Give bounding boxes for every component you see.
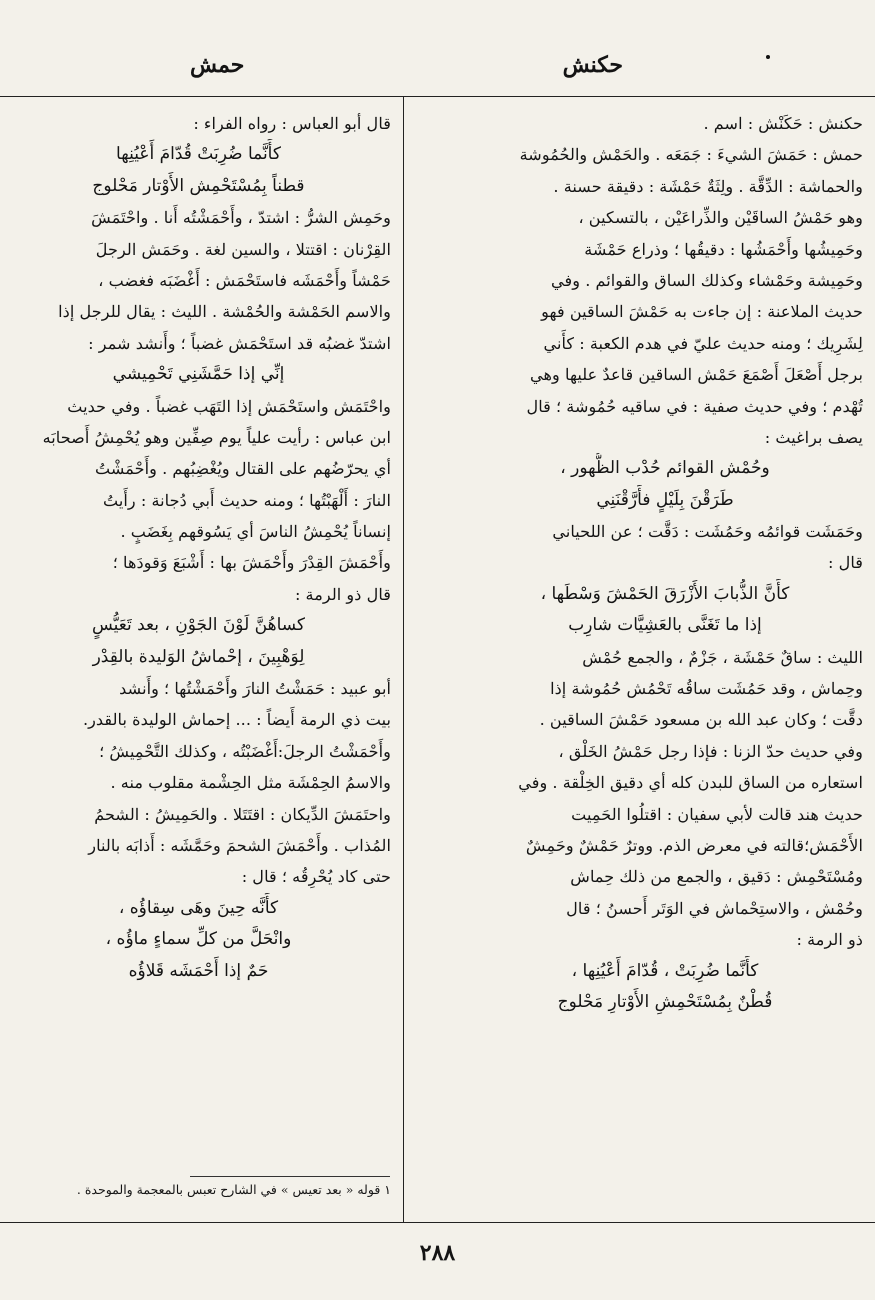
text-line: حديث الملاعنة : إن جاءت به حَمْشَ الساقين فهو — [541, 302, 863, 322]
text-line: قال ذو الرمة : — [294, 584, 391, 604]
text-line: وهو حَمْشُ الساقَيْن والذِّراعَيْن ، بالتسكين ، — [578, 208, 863, 228]
text-line: أبو عبيد : حَمَشْتُ النارَ وأَحْمَشْتُها ؛ وأَنشد — [119, 679, 391, 699]
verse-line: كأَنَّما ضُرِبَتْ ، قُدّامَ أَعْيُنِها ، — [571, 960, 759, 981]
text-line: قال : — [827, 553, 863, 573]
footer-rule — [0, 1222, 875, 1223]
text-line: الليث : ساقٌ حَمْشَة ، جَزْمٌ ، والجمع حُمْش — [582, 647, 863, 667]
right-column — [467, 108, 863, 1018]
header-right-word: حكنش — [562, 52, 623, 78]
text-line: ومُسْتَحْمِش : دَقيق ، والجمع من ذلك حِماش — [570, 867, 863, 887]
text-line: دقَّت ؛ وكان عبد الله بن مسعود حَمْشَ الساقين . — [539, 710, 863, 730]
text-line: وحَمِش الشرُّ : اشتدّ ، وأَحْمَشْتُه أَنا . واحْتَمَشَ — [91, 208, 391, 228]
footnote-rule — [190, 1176, 390, 1177]
verse-line: كأَنَّما ضُرِبَتْ قُدّامَ أَعْيُنِها — [116, 144, 281, 165]
footnote: ١ قوله « بعد تعيس » في الشارح تعبس بالمعجمة والموحدة . — [76, 1182, 391, 1197]
header-left-word: حمش — [190, 52, 245, 78]
text-line: وحُمْش ، والاستِحْماش في الوَتَر أَحسنُ ؛ قال — [566, 898, 863, 918]
text-line: أي يحرّضُهم على القتال ويُغْضِبُهم . وأَحْمَشْتُ — [94, 459, 391, 479]
text-line: الأَحْمَش؛قالته في معرض الذم. ووترٌ حَمْشٌ وحَمِشٌ — [525, 835, 863, 855]
text-line: حَمْشاً وأَحْمَشَه فاستَحْمَش : أَغْضَبَه فغضب ، — [98, 270, 391, 290]
text-line: استعاره من الساق للبدن كله أي دقيق الخِلْقة . وفي — [518, 773, 863, 793]
verse-line: طَرَقْنَ بِلَيْلٍ فأَرَّقْنَنِي — [596, 489, 734, 510]
verse-line: كساهُنَّ لَوْنَ الجَوْنِ ، بعد تَعَيُّسٍ — [91, 615, 306, 636]
verse-line: حَمٌ إذا أَحْمَشَه قَلاؤُه — [128, 960, 269, 981]
text-line: والاسم الحَمْشة والحُمْشة . الليث : يقال للرجل إذا — [58, 302, 391, 322]
text-line: وأَحْمَشْتُ الرجلَ:أَغْضَبْتُه ، وكذلك التَّحْمِيشُ ؛ — [99, 741, 391, 761]
verse-line: إذا ما تَغَنَّى بالعَشِيَّات شارِب — [568, 615, 762, 636]
verse-line: قُطْنٌ بِمُسْتَحْمِشِ الأَوْتارِ مَحْلوج — [557, 991, 773, 1012]
text-line: ابن عباس : رأيت علياً يوم صِفِّين وهو يُحْمِشُ أَصحابَه — [42, 427, 391, 447]
verse-line: إنِّي إذا حَمَّشَنِي تَحْمِيشي — [112, 364, 285, 385]
column-divider — [403, 97, 404, 1223]
text-line: القِرْنان : اقتتلا ، والسين لغة . وحَمَش الرجلَ — [95, 239, 391, 259]
text-line: وأَحْمَشَ القِدْرَ وأَحْمَشَ بها : أَشْبَعَ وَقودَها ؛ — [112, 553, 391, 573]
text-line: واحتَمَشَ الدِّيكان : اقتَتَلا . والحَمِيشُ : الشحمُ — [94, 804, 391, 824]
text-line: المُذاب . وأَحْمَشَ الشحمَ وحَمَّشَه : أَذابَه بالنار — [88, 835, 391, 855]
text-line: والاسمُ الحِمْشَة مثل الحِشْمة مقلوب منه . — [110, 773, 391, 793]
verse-line: قطناً بِمُسْتَحْمِش الأَوْتار مَحْلوج — [92, 175, 305, 196]
text-line: واحْتَمَش واستَحْمَش إذا التَهَب غضباً . وفي حديث — [67, 396, 391, 416]
text-line: وحَمِيشة وحَمْشاء وكذلك الساق والقوائم . وفي — [551, 270, 863, 290]
text-line: لِشَرِيك ؛ ومنه حديث عليّ في هدم الكعبة : كأَني — [543, 333, 863, 353]
text-line: حديث هند قالت لأبي سفيان : اقتلُوا الحَمِيت — [571, 804, 863, 824]
text-line: ذو الرمة : — [796, 930, 863, 950]
text-line: إنساناً يُحْمِشُ الناسَ أي يَسُوقهم بِغَضَبٍ . — [120, 522, 391, 542]
text-line: وحَمِيشُها وأَحْمَشُها : دقيقُها ؛ وذراع حَمْشَة — [584, 239, 863, 259]
verse-line: وحُمْش القوائم حُدْب الظُّهور ، — [560, 458, 770, 479]
verse-line: لِوَهْبِينَ ، إحْماشُ الوَليدة بالقِدْر — [92, 646, 305, 667]
text-line: برجل أَصْعَلَ أَصْمَعَ حَمْش الساقين قاعدٌ عليها وهي — [530, 365, 863, 385]
text-line: قال أبو العباس : رواه الفراء : — [193, 114, 391, 133]
verse-line: كأَنَّه حِينَ وهَى سِقاؤُه ، — [118, 897, 279, 918]
text-line: بيت ذي الرمة أَيضاً : ... إحماش الوليدة بالقدر. — [82, 710, 391, 730]
text-line: وحَمَشَت قوائمُه وحَمُشَت : دَقَّت ؛ عن اللحياني — [552, 522, 863, 542]
text-line: وفي حديث حدّ الزنا : فإذا رجل حَمْشُ الخَلْق ، — [558, 741, 863, 761]
text-line: اشتدّ غضبُه قد استَحْمَش غضباً ؛ وأَنشد شمر : — [88, 333, 391, 353]
verse-line: كأَنَّ الذُّبابَ الأَزْرَقَ الحَمْشَ وَسْطَها ، — [540, 583, 790, 604]
left-column — [6, 108, 391, 987]
text-line: حكنش : حَكَنْش : اسم . — [703, 114, 863, 133]
text-line: حتى كاد يُحْرِقُه ؛ قال : — [241, 867, 391, 887]
page-number: ٢٨٨ — [419, 1240, 456, 1266]
text-line: تُهْدم ؛ وفي حديث صفية : في ساقيه حُمُوشة ؛ قال — [526, 396, 863, 416]
ink-dot — [766, 55, 770, 59]
text-line: النارَ : أَلْهَبْتُها ؛ ومنه حديث أَبي دُجانة : رأَيتُ — [103, 490, 391, 510]
header-rule — [0, 96, 875, 97]
text-line: وحِماش ، وقد حَمُشَت ساقُه تَحْمُش حُمُوشة إذا — [550, 679, 863, 699]
text-line: والحماشة : الدِّقَّة . ولِثَةٌ حَمْشَة : دقيقة حسنة . — [553, 176, 863, 196]
text-line: حمش : حَمَشَ الشيءَ : جَمَعَه . والحَمْش والحُمُوشة — [519, 145, 863, 165]
text-line: يصف براغيث : — [764, 427, 863, 447]
verse-line: وانْحَلَّ من كلِّ سماءٍ ماؤُه ، — [105, 929, 292, 950]
